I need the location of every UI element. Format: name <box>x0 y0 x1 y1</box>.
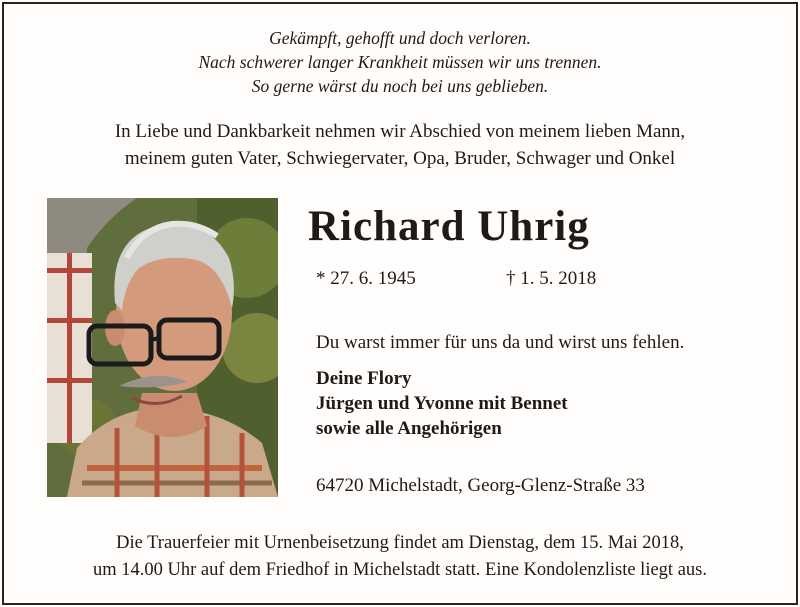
poem-line: So gerne wärst du noch bei uns geblieben. <box>251 76 549 96</box>
funeral-notice <box>0 530 800 584</box>
deceased-name: Richard Uhrig <box>308 203 590 250</box>
mourner-line: sowie alle Angehörigen <box>316 418 502 439</box>
portrait-photo <box>47 198 278 497</box>
intro-text <box>0 118 800 172</box>
funeral-line: um 14.00 Uhr auf dem Friedhof in Michelstadt statt. Eine Kondolenzliste liegt aus. <box>93 560 707 580</box>
poem-line: Nach schwerer langer Krankheit müssen wir uns trennen. <box>198 52 602 72</box>
death-date: † 1. 5. 2018 <box>506 268 597 289</box>
funeral-line: Die Trauerfeier mit Urnenbeisetzung findet am Dienstag, dem 15. Mai 2018, <box>116 533 684 553</box>
birth-date: * 27. 6. 1945 <box>316 268 416 289</box>
poem <box>0 26 800 98</box>
mourner-line: Deine Flory <box>316 368 412 389</box>
farewell-text: Du warst immer für uns da und wirst uns fehlen. <box>316 332 685 353</box>
intro-line: In Liebe und Dankbarkeit nehmen wir Abschied von meinem lieben Mann, <box>114 121 686 142</box>
intro-line: meinem guten Vater, Schwiegervater, Opa, Bruder, Schwager und Onkel <box>124 148 676 169</box>
poem-line: Gekämpft, gehofft und doch verloren. <box>269 28 531 48</box>
mourner-line: Jürgen und Yvonne mit Bennet <box>316 393 568 414</box>
family-address: 64720 Michelstadt, Georg-Glenz-Straße 33 <box>316 475 645 496</box>
mourners-list <box>316 366 568 441</box>
